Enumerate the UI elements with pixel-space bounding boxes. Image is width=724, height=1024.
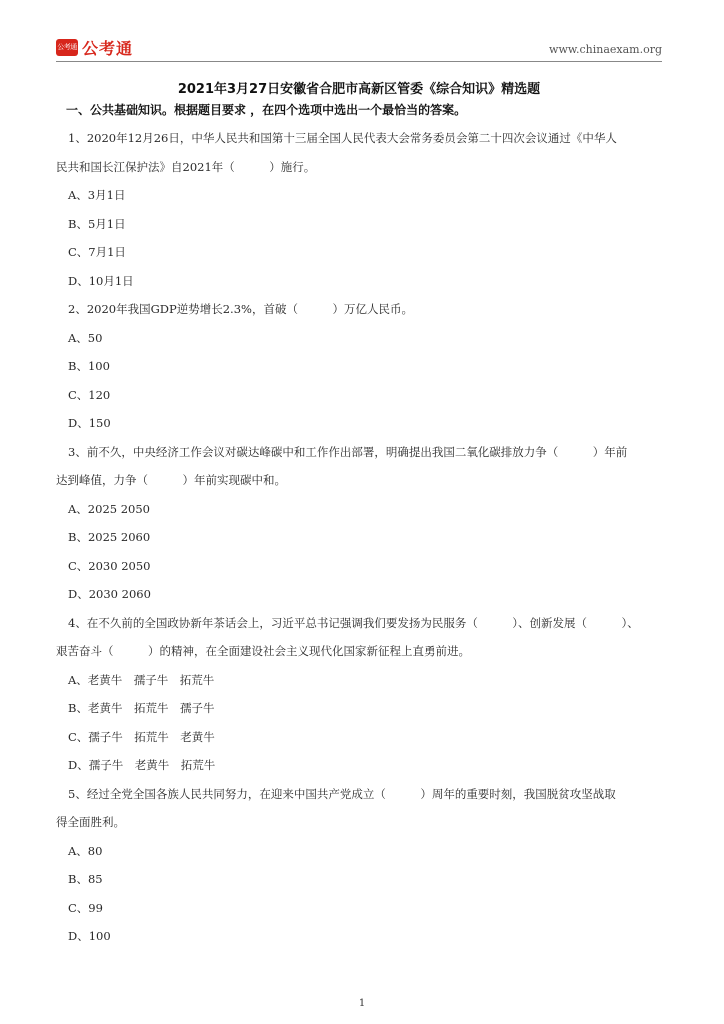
- logo-badge-icon: 公考通: [56, 39, 78, 56]
- answer-option: B、老黄牛 拓荒牛 孺子牛: [68, 701, 215, 715]
- document-title: 2021年3月27日安徽省合肥市高新区管委《综合知识》精选题: [177, 82, 541, 97]
- question-text: 2、2020年我国GDP逆势增长2.3%，首破（ ）万亿人民币。: [68, 302, 413, 316]
- page-header: [56, 36, 662, 60]
- question-text-continued: 得全面胜利。: [56, 815, 125, 829]
- answer-option: D、10月1日: [68, 273, 134, 288]
- section-heading: 一、公共基础知识。根据题目要求 ，在四个选项中选出一个最恰当的答案。: [66, 103, 467, 117]
- answer-option: A、3月1日: [68, 188, 126, 202]
- site-url-link[interactable]: www.chinaexam.org: [549, 43, 662, 56]
- question-text: 5、经过全党全国各族人民共同努力，在迎来中国共产党成立（ ）周年的重要时刻，我国脱贫攻坚战取: [68, 786, 616, 801]
- logo-text: 公考通: [82, 39, 134, 58]
- answer-option: C、2030 2050: [68, 558, 151, 573]
- header-divider: [56, 61, 662, 62]
- question-text-continued: 达到峰值，力争（ ）年前实现碳中和。: [56, 473, 286, 487]
- question-text-continued: 艰苦奋斗（ ）的精神，在全面建设社会主义现代化国家新征程上直勇前进。: [56, 644, 470, 658]
- question-text: 4、在不久前的全国政协新年茶话会上，习近平总书记强调我们要发扬为民服务（ ）、创新发展（ ）、: [68, 615, 639, 630]
- answer-option: D、孺子牛 老黄牛 拓荒牛: [68, 758, 216, 772]
- page-number: 1: [358, 998, 366, 1009]
- answer-option: D、2030 2060: [68, 587, 151, 601]
- answer-option: A、老黄牛 孺子牛 拓荒牛: [68, 672, 215, 687]
- question-text: 1、2020年12月26日，中华人民共和国第十三届全国人民代表大会常务委员会第二十四次会议通过《中华人: [68, 131, 617, 145]
- question-text: 3、前不久，中央经济工作会议对碳达峰碳中和工作作出部署，明确提出我国二氧化碳排放力争（ ）年前: [68, 444, 628, 459]
- answer-option: A、2025 2050: [68, 501, 150, 516]
- question-text-continued: 民共和国长江保护法》自2021年（ ）施行。: [56, 159, 316, 174]
- answer-option: B、100: [68, 359, 110, 373]
- answer-option: C、99: [68, 900, 103, 915]
- answer-option: B、85: [68, 872, 103, 886]
- answer-option: D、150: [68, 416, 111, 430]
- answer-option: B、2025 2060: [68, 530, 151, 544]
- answer-option: C、120: [68, 387, 111, 402]
- answer-option: A、50: [68, 330, 103, 345]
- site-logo[interactable]: [56, 36, 133, 59]
- answer-option: D、100: [68, 929, 111, 943]
- answer-option: B、5月1日: [68, 216, 126, 231]
- answer-option: C、7月1日: [68, 245, 126, 259]
- answer-option: C、孺子牛 拓荒牛 老黄牛: [68, 729, 215, 744]
- answer-option: A、80: [68, 843, 103, 858]
